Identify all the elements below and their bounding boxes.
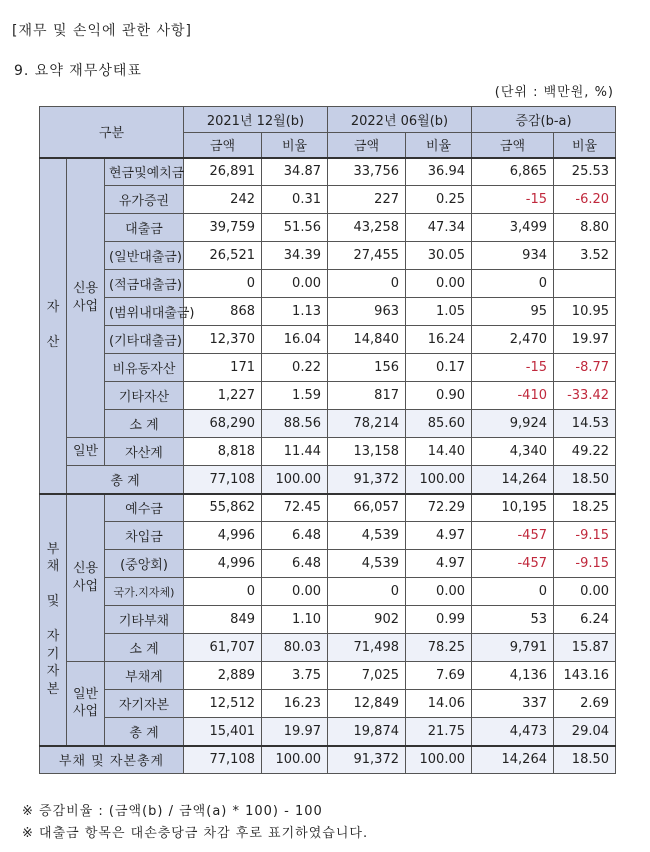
footnote-change-ratio: ※ 증감비율 : (금액(b) / 금액(a) * 100) - 100 [22, 804, 323, 819]
cell-amount-2022: 14,840 [328, 326, 406, 354]
table-row [40, 466, 616, 494]
cell-ratio-change: -9.15 [554, 522, 616, 550]
cell-ratio-2022: 85.60 [406, 410, 472, 438]
cell-amount-2022: 19,874 [328, 718, 406, 746]
cell-ratio-change: 29.04 [554, 718, 616, 746]
cell-ratio-2021: 1.10 [262, 606, 328, 634]
cell-amount-change: -15 [472, 186, 554, 214]
row-label: 기타부채 [105, 606, 184, 634]
cell-amount-change: 934 [472, 242, 554, 270]
group-credit-business: 신용 사업 [67, 158, 105, 438]
cell-amount-change: 4,136 [472, 662, 554, 690]
cell-amount-2022: 227 [328, 186, 406, 214]
cell-amount-change: 14,264 [472, 466, 554, 494]
cell-amount-change: -457 [472, 522, 554, 550]
cell-amount-2022: 4,539 [328, 550, 406, 578]
cell-ratio-2022: 72.29 [406, 494, 472, 522]
cell-amount-2022: 91,372 [328, 466, 406, 494]
cell-amount-2021: 55,862 [184, 494, 262, 522]
cell-ratio-2022: 4.97 [406, 550, 472, 578]
cell-amount-2021: 0 [184, 270, 262, 298]
cell-amount-2021: 8,818 [184, 438, 262, 466]
row-label: 총 계 [105, 718, 184, 746]
header-period-2021: 2021년 12월(b) [184, 107, 328, 133]
cell-ratio-2021: 11.44 [262, 438, 328, 466]
cell-amount-2021: 15,401 [184, 718, 262, 746]
header-ratio: 비율 [406, 133, 472, 158]
table-row [40, 298, 616, 326]
table-row [40, 746, 616, 774]
cell-amount-2022: 0 [328, 578, 406, 606]
cell-amount-2021: 171 [184, 354, 262, 382]
row-label: (일반대출금) [105, 242, 184, 270]
row-label: (적금대출금) [105, 270, 184, 298]
cell-amount-2021: 12,370 [184, 326, 262, 354]
cell-ratio-2021: 16.23 [262, 690, 328, 718]
cell-ratio-change: -6.20 [554, 186, 616, 214]
cell-ratio-2022: 21.75 [406, 718, 472, 746]
row-label: 자기자본 [105, 690, 184, 718]
table-row [40, 158, 616, 186]
cell-ratio-2021: 0.00 [262, 270, 328, 298]
cell-ratio-change: 143.16 [554, 662, 616, 690]
cell-amount-change: 9,791 [472, 634, 554, 662]
cell-amount-change: 337 [472, 690, 554, 718]
cell-amount-change: -410 [472, 382, 554, 410]
cell-amount-change: 0 [472, 578, 554, 606]
cell-amount-2021: 26,891 [184, 158, 262, 186]
table-row [40, 270, 616, 298]
table-row [40, 634, 616, 662]
table-row [40, 718, 616, 746]
cell-ratio-change: -8.77 [554, 354, 616, 382]
page-title: 9. 요약 재무상태표 [14, 63, 142, 79]
cell-amount-2022: 33,756 [328, 158, 406, 186]
cell-ratio-change [554, 270, 616, 298]
cell-amount-2021: 4,996 [184, 550, 262, 578]
cell-ratio-2022: 0.00 [406, 270, 472, 298]
balance-sheet-table [39, 106, 616, 774]
header-ratio: 비율 [262, 133, 328, 158]
table-row [40, 494, 616, 522]
cell-amount-2021: 4,996 [184, 522, 262, 550]
table-row [40, 522, 616, 550]
cell-amount-2022: 91,372 [328, 746, 406, 774]
cell-ratio-change: 15.87 [554, 634, 616, 662]
cell-ratio-change: 10.95 [554, 298, 616, 326]
cell-ratio-2022: 14.40 [406, 438, 472, 466]
cell-ratio-2022: 30.05 [406, 242, 472, 270]
cell-amount-change: 14,264 [472, 746, 554, 774]
row-label: 총 계 [67, 466, 184, 494]
cell-ratio-change: 2.69 [554, 690, 616, 718]
cell-ratio-2021: 3.75 [262, 662, 328, 690]
cell-amount-2022: 156 [328, 354, 406, 382]
cell-ratio-2022: 16.24 [406, 326, 472, 354]
cell-amount-change: 6,865 [472, 158, 554, 186]
cell-ratio-change: 6.24 [554, 606, 616, 634]
table-row [40, 186, 616, 214]
cell-amount-2021: 2,889 [184, 662, 262, 690]
row-label: 비유동자산 [105, 354, 184, 382]
table-row [40, 550, 616, 578]
cell-ratio-change: -33.42 [554, 382, 616, 410]
cell-ratio-2021: 51.56 [262, 214, 328, 242]
cell-amount-2022: 7,025 [328, 662, 406, 690]
cell-amount-2021: 1,227 [184, 382, 262, 410]
cell-amount-2021: 26,521 [184, 242, 262, 270]
cell-ratio-change: 3.52 [554, 242, 616, 270]
cell-amount-2021: 12,512 [184, 690, 262, 718]
cell-amount-change: -457 [472, 550, 554, 578]
header-category: 구분 [40, 107, 184, 158]
cell-ratio-2022: 100.00 [406, 746, 472, 774]
cell-ratio-2021: 16.04 [262, 326, 328, 354]
cell-amount-2021: 849 [184, 606, 262, 634]
header-amount: 금액 [328, 133, 406, 158]
cell-ratio-2021: 100.00 [262, 746, 328, 774]
unit-label: (단위 : 백만원, %) [494, 85, 614, 100]
cell-amount-2022: 78,214 [328, 410, 406, 438]
cell-amount-change: 9,924 [472, 410, 554, 438]
row-label: 대출금 [105, 214, 184, 242]
cell-ratio-2022: 4.97 [406, 522, 472, 550]
cell-ratio-2022: 0.99 [406, 606, 472, 634]
cell-ratio-2021: 0.31 [262, 186, 328, 214]
row-label: 소 계 [105, 410, 184, 438]
header-amount: 금액 [472, 133, 554, 158]
cell-ratio-change: 18.50 [554, 746, 616, 774]
cell-amount-2022: 0 [328, 270, 406, 298]
cell-amount-2021: 242 [184, 186, 262, 214]
table-row [40, 690, 616, 718]
cell-ratio-2021: 34.87 [262, 158, 328, 186]
cell-ratio-2021: 1.13 [262, 298, 328, 326]
cell-ratio-2021: 34.39 [262, 242, 328, 270]
cell-ratio-2022: 100.00 [406, 466, 472, 494]
table-row [40, 606, 616, 634]
group-credit-business: 신용 사업 [67, 494, 105, 662]
cell-amount-2022: 817 [328, 382, 406, 410]
row-label: 기타자산 [105, 382, 184, 410]
table-row [40, 382, 616, 410]
cell-amount-2021: 39,759 [184, 214, 262, 242]
group-liabilities-equity: 부 채 및 자 기 자 본 [40, 494, 67, 746]
table-row [40, 242, 616, 270]
cell-amount-2021: 868 [184, 298, 262, 326]
cell-amount-2021: 61,707 [184, 634, 262, 662]
cell-ratio-2022: 14.06 [406, 690, 472, 718]
cell-amount-2022: 43,258 [328, 214, 406, 242]
row-label: 예수금 [105, 494, 184, 522]
row-label: (중앙회) [105, 550, 184, 578]
cell-amount-change: -15 [472, 354, 554, 382]
row-label: 차입금 [105, 522, 184, 550]
cell-amount-2022: 963 [328, 298, 406, 326]
cell-ratio-change: 19.97 [554, 326, 616, 354]
cell-amount-change: 4,473 [472, 718, 554, 746]
cell-amount-2022: 66,057 [328, 494, 406, 522]
row-label: 유가증권 [105, 186, 184, 214]
cell-ratio-2021: 100.00 [262, 466, 328, 494]
cell-ratio-2022: 1.05 [406, 298, 472, 326]
row-label: 소 계 [105, 634, 184, 662]
header-ratio: 비율 [554, 133, 616, 158]
cell-ratio-2022: 0.17 [406, 354, 472, 382]
table-row [40, 410, 616, 438]
cell-amount-change: 10,195 [472, 494, 554, 522]
cell-ratio-2022: 7.69 [406, 662, 472, 690]
footnote-loans: ※ 대출금 항목은 대손충당금 차감 후로 표기하였습니다. [22, 826, 369, 841]
cell-amount-2022: 13,158 [328, 438, 406, 466]
cell-amount-2022: 12,849 [328, 690, 406, 718]
cell-ratio-change: -9.15 [554, 550, 616, 578]
row-label: 부채계 [105, 662, 184, 690]
cell-ratio-2021: 88.56 [262, 410, 328, 438]
cell-amount-2021: 77,108 [184, 466, 262, 494]
table-row [40, 326, 616, 354]
section-title: [재무 및 손익에 관한 사항] [12, 23, 192, 39]
cell-ratio-2022: 0.90 [406, 382, 472, 410]
cell-ratio-2021: 80.03 [262, 634, 328, 662]
cell-ratio-2021: 6.48 [262, 550, 328, 578]
header-change: 증감(b-a) [472, 107, 616, 133]
cell-amount-2021: 68,290 [184, 410, 262, 438]
cell-ratio-change: 25.53 [554, 158, 616, 186]
row-label: 현금및예치금 [105, 158, 184, 186]
cell-ratio-2022: 36.94 [406, 158, 472, 186]
row-label: 자산계 [105, 438, 184, 466]
cell-ratio-change: 0.00 [554, 578, 616, 606]
cell-amount-2022: 4,539 [328, 522, 406, 550]
cell-amount-2022: 71,498 [328, 634, 406, 662]
group-general: 일반 [67, 438, 105, 466]
cell-ratio-change: 8.80 [554, 214, 616, 242]
table-row [40, 354, 616, 382]
cell-ratio-2021: 0.22 [262, 354, 328, 382]
row-label: (기타대출금) [105, 326, 184, 354]
cell-ratio-2021: 6.48 [262, 522, 328, 550]
row-label: 부채 및 자본총계 [40, 746, 184, 774]
cell-ratio-change: 18.25 [554, 494, 616, 522]
cell-ratio-2021: 0.00 [262, 578, 328, 606]
cell-amount-change: 53 [472, 606, 554, 634]
cell-ratio-2022: 0.00 [406, 578, 472, 606]
cell-amount-change: 3,499 [472, 214, 554, 242]
cell-amount-change: 95 [472, 298, 554, 326]
cell-ratio-2022: 47.34 [406, 214, 472, 242]
table-row [40, 662, 616, 690]
group-general-business: 일반 사업 [67, 662, 105, 746]
cell-amount-change: 4,340 [472, 438, 554, 466]
cell-ratio-2021: 19.97 [262, 718, 328, 746]
header-amount: 금액 [184, 133, 262, 158]
table-row [40, 438, 616, 466]
row-label: 국가.지자체) [105, 578, 184, 606]
group-assets: 자 산 [40, 158, 67, 494]
cell-ratio-change: 49.22 [554, 438, 616, 466]
cell-ratio-2021: 1.59 [262, 382, 328, 410]
cell-amount-2021: 77,108 [184, 746, 262, 774]
table-row [40, 214, 616, 242]
table-row [40, 578, 616, 606]
header-period-2022: 2022년 06월(b) [328, 107, 472, 133]
cell-ratio-2022: 78.25 [406, 634, 472, 662]
cell-ratio-2022: 0.25 [406, 186, 472, 214]
cell-ratio-change: 14.53 [554, 410, 616, 438]
cell-ratio-change: 18.50 [554, 466, 616, 494]
cell-amount-2021: 0 [184, 578, 262, 606]
cell-amount-change: 2,470 [472, 326, 554, 354]
cell-amount-2022: 902 [328, 606, 406, 634]
row-label: (범위내대출금) [105, 298, 184, 326]
cell-amount-change: 0 [472, 270, 554, 298]
cell-amount-2022: 27,455 [328, 242, 406, 270]
cell-ratio-2021: 72.45 [262, 494, 328, 522]
